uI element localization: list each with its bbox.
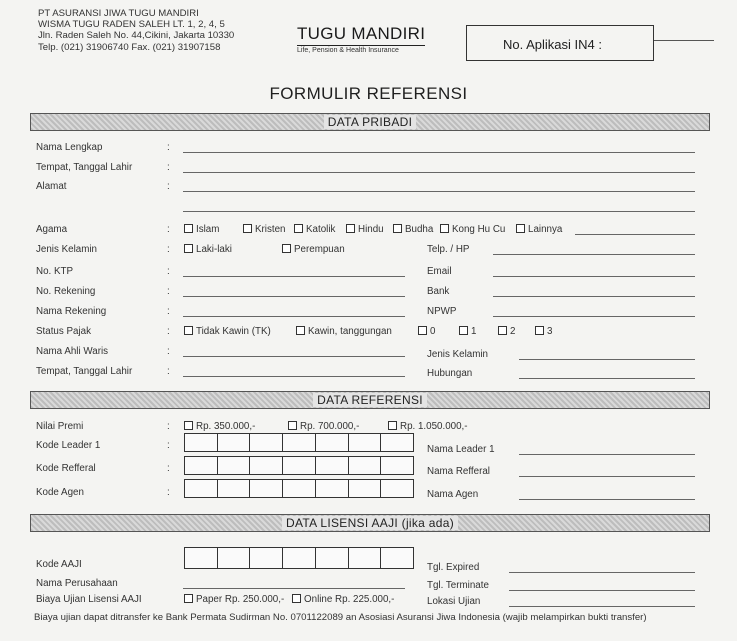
label-email: Email xyxy=(427,266,452,277)
checkbox[interactable] xyxy=(535,326,544,335)
account-name-field[interactable] xyxy=(183,316,405,317)
expired-field[interactable] xyxy=(509,572,695,573)
label-heir-birth: Tempat, Tanggal Lahir xyxy=(36,366,133,377)
label-religion: Agama xyxy=(36,224,68,235)
checkbox[interactable] xyxy=(294,224,303,233)
colon: : xyxy=(167,142,170,153)
gender-option-male[interactable]: Laki-laki xyxy=(184,244,232,255)
checkbox[interactable] xyxy=(393,224,402,233)
section-header-referral xyxy=(30,391,710,409)
checkbox[interactable] xyxy=(184,326,193,335)
colon: : xyxy=(167,326,170,337)
premium-option-1050k[interactable]: Rp. 1.050.000,- xyxy=(388,421,468,432)
label-heir-name: Nama Ahli Waris xyxy=(36,346,109,357)
colon: : xyxy=(167,440,170,451)
label-tax-status: Status Pajak xyxy=(36,326,92,337)
label-account-name: Nama Rekening xyxy=(36,306,107,317)
premium-option-350k[interactable]: Rp. 350.000,- xyxy=(184,421,255,432)
checkbox[interactable] xyxy=(243,224,252,233)
tax-option-married[interactable]: Kawin, tanggungan xyxy=(296,326,392,337)
application-number-line xyxy=(654,40,714,41)
checkbox[interactable] xyxy=(388,421,397,430)
company-field[interactable] xyxy=(183,588,405,589)
religion-option-katolik[interactable]: Katolik xyxy=(294,224,335,235)
premium-option-700k[interactable]: Rp. 700.000,- xyxy=(288,421,359,432)
ktp-field[interactable] xyxy=(183,276,405,277)
label-leader-code: Kode Leader 1 xyxy=(36,440,101,451)
agent-code-boxes[interactable] xyxy=(184,479,414,498)
label-heir-gender: Jenis Kelamin xyxy=(427,349,488,360)
address-line: PT ASURANSI JIWA TUGU MANDIRI xyxy=(38,8,199,19)
colon: : xyxy=(167,463,170,474)
colon: : xyxy=(167,421,170,432)
label-expired: Tgl. Expired xyxy=(427,562,480,573)
checkbox[interactable] xyxy=(184,244,193,253)
label-premium: Nilai Premi xyxy=(36,421,84,432)
label-exam-fee: Biaya Ujian Lisensi AAJI xyxy=(36,594,142,605)
application-number-label: No. Aplikasi IN4 : xyxy=(503,37,602,52)
terminate-field[interactable] xyxy=(509,590,695,591)
leader-name-field[interactable] xyxy=(519,454,695,455)
leader-code-boxes[interactable] xyxy=(184,433,414,452)
address-field-1[interactable] xyxy=(183,191,695,192)
label-exam-location: Lokasi Ujian xyxy=(427,596,481,607)
checkbox[interactable] xyxy=(498,326,507,335)
colon: : xyxy=(167,244,170,255)
checkbox[interactable] xyxy=(184,421,193,430)
section-title: DATA REFERENSI xyxy=(313,393,427,407)
colon: : xyxy=(167,286,170,297)
checkbox[interactable] xyxy=(292,594,301,603)
label-full-name: Nama Lengkap xyxy=(36,142,103,153)
brand-name: TUGU MANDIRI xyxy=(297,24,425,46)
form-title: FORMULIR REFERENSI xyxy=(269,84,468,103)
checkbox[interactable] xyxy=(288,421,297,430)
label-agent-name: Nama Agen xyxy=(427,489,479,500)
exam-option-online[interactable]: Online Rp. 225.000,- xyxy=(292,594,394,605)
label-company: Nama Perusahaan xyxy=(36,578,118,589)
referral-code-boxes[interactable] xyxy=(184,456,414,475)
label-leader-name: Nama Leader 1 xyxy=(427,444,495,455)
colon: : xyxy=(167,306,170,317)
dependents-option-1[interactable]: 1 xyxy=(459,326,476,337)
section-title: DATA PRIBADI xyxy=(324,115,417,129)
label-ktp: No. KTP xyxy=(36,266,74,277)
label-address: Alamat xyxy=(36,181,67,192)
npwp-field[interactable] xyxy=(493,316,695,317)
colon: : xyxy=(167,181,170,192)
section-header-license xyxy=(30,514,710,532)
label-birth-place-date: Tempat, Tanggal Lahir xyxy=(36,162,133,173)
checkbox[interactable] xyxy=(184,224,193,233)
aaji-code-boxes[interactable] xyxy=(184,547,414,569)
religion-option-hindu[interactable]: Hindu xyxy=(346,224,384,235)
heir-birth-field[interactable] xyxy=(183,376,405,377)
brand-tagline: Life, Pension & Health Insurance xyxy=(297,47,399,54)
heir-gender-field[interactable] xyxy=(519,359,695,360)
checkbox[interactable] xyxy=(459,326,468,335)
bank-field[interactable] xyxy=(493,296,695,297)
referral-name-field[interactable] xyxy=(519,476,695,477)
colon: : xyxy=(167,224,170,235)
brand-logo xyxy=(297,24,425,54)
religion-option-kristen[interactable]: Kristen xyxy=(243,224,286,235)
section-title: DATA LISENSI AAJI (jika ada) xyxy=(282,516,458,530)
birth-place-date-field[interactable] xyxy=(183,172,695,173)
checkbox[interactable] xyxy=(282,244,291,253)
checkbox[interactable] xyxy=(418,326,427,335)
heir-name-field[interactable] xyxy=(183,356,405,357)
label-account-number: No. Rekening xyxy=(36,286,96,297)
colon: : xyxy=(167,487,170,498)
address-field-2[interactable] xyxy=(183,211,695,212)
label-aaji-code: Kode AAJI xyxy=(36,559,82,570)
label-relation: Hubungan xyxy=(427,368,473,379)
label-bank: Bank xyxy=(427,286,450,297)
label-terminate: Tgl. Terminate xyxy=(427,580,489,591)
exam-location-field[interactable] xyxy=(509,606,695,607)
colon: : xyxy=(167,162,170,173)
section-header-personal xyxy=(30,113,710,131)
checkbox[interactable] xyxy=(296,326,305,335)
exam-option-paper[interactable]: Paper Rp. 250.000,- xyxy=(184,594,284,605)
email-field[interactable] xyxy=(493,276,695,277)
colon: : xyxy=(167,346,170,357)
full-name-field[interactable] xyxy=(183,152,695,153)
checkbox[interactable] xyxy=(184,594,193,603)
phone-field[interactable] xyxy=(493,254,695,255)
application-number-box[interactable] xyxy=(466,25,654,61)
checkbox[interactable] xyxy=(440,224,449,233)
account-number-field[interactable] xyxy=(183,296,405,297)
gender-option-female[interactable]: Perempuan xyxy=(282,244,345,255)
tax-option-single[interactable]: Tidak Kawin (TK) xyxy=(184,326,271,337)
colon: : xyxy=(167,266,170,277)
checkbox[interactable] xyxy=(516,224,525,233)
label-phone: Telp. / HP xyxy=(427,244,470,255)
relation-field[interactable] xyxy=(519,378,695,379)
dependents-option-0[interactable]: 0 xyxy=(418,326,435,337)
religion-option-budha[interactable]: Budha xyxy=(393,224,433,235)
religion-option-konghucu[interactable]: Kong Hu Cu xyxy=(440,224,505,235)
religion-other-field[interactable] xyxy=(575,234,695,235)
religion-option-islam[interactable]: Islam xyxy=(184,224,219,235)
transfer-note: Biaya ujian dapat ditransfer ke Bank Permata Sudirman No. 0701122089 an Asosiasi Asuransi Jiwa Indonesia (wajib melampirkan bukti transfer) xyxy=(34,612,647,623)
address-line: WISMA TUGU RADEN SALEH LT. 1, 2, 4, 5 xyxy=(38,19,225,31)
label-gender: Jenis Kelamin xyxy=(36,244,97,255)
address-line: Telp. (021) 31906740 Fax. (021) 31907158 xyxy=(38,41,221,53)
address-line: Jln. Raden Saleh No. 44,Cikini, Jakarta 10330 xyxy=(38,30,235,42)
checkbox[interactable] xyxy=(346,224,355,233)
religion-option-other[interactable]: Lainnya xyxy=(516,224,562,235)
label-referral-code: Kode Refferal xyxy=(36,463,96,474)
label-referral-name: Nama Refferal xyxy=(427,466,490,477)
colon: : xyxy=(167,366,170,377)
dependents-option-2[interactable]: 2 xyxy=(498,326,515,337)
label-npwp: NPWP xyxy=(427,306,457,317)
company-address xyxy=(38,8,234,53)
label-agent-code: Kode Agen xyxy=(36,487,84,498)
dependents-option-3[interactable]: 3 xyxy=(535,326,552,337)
agent-name-field[interactable] xyxy=(519,499,695,500)
